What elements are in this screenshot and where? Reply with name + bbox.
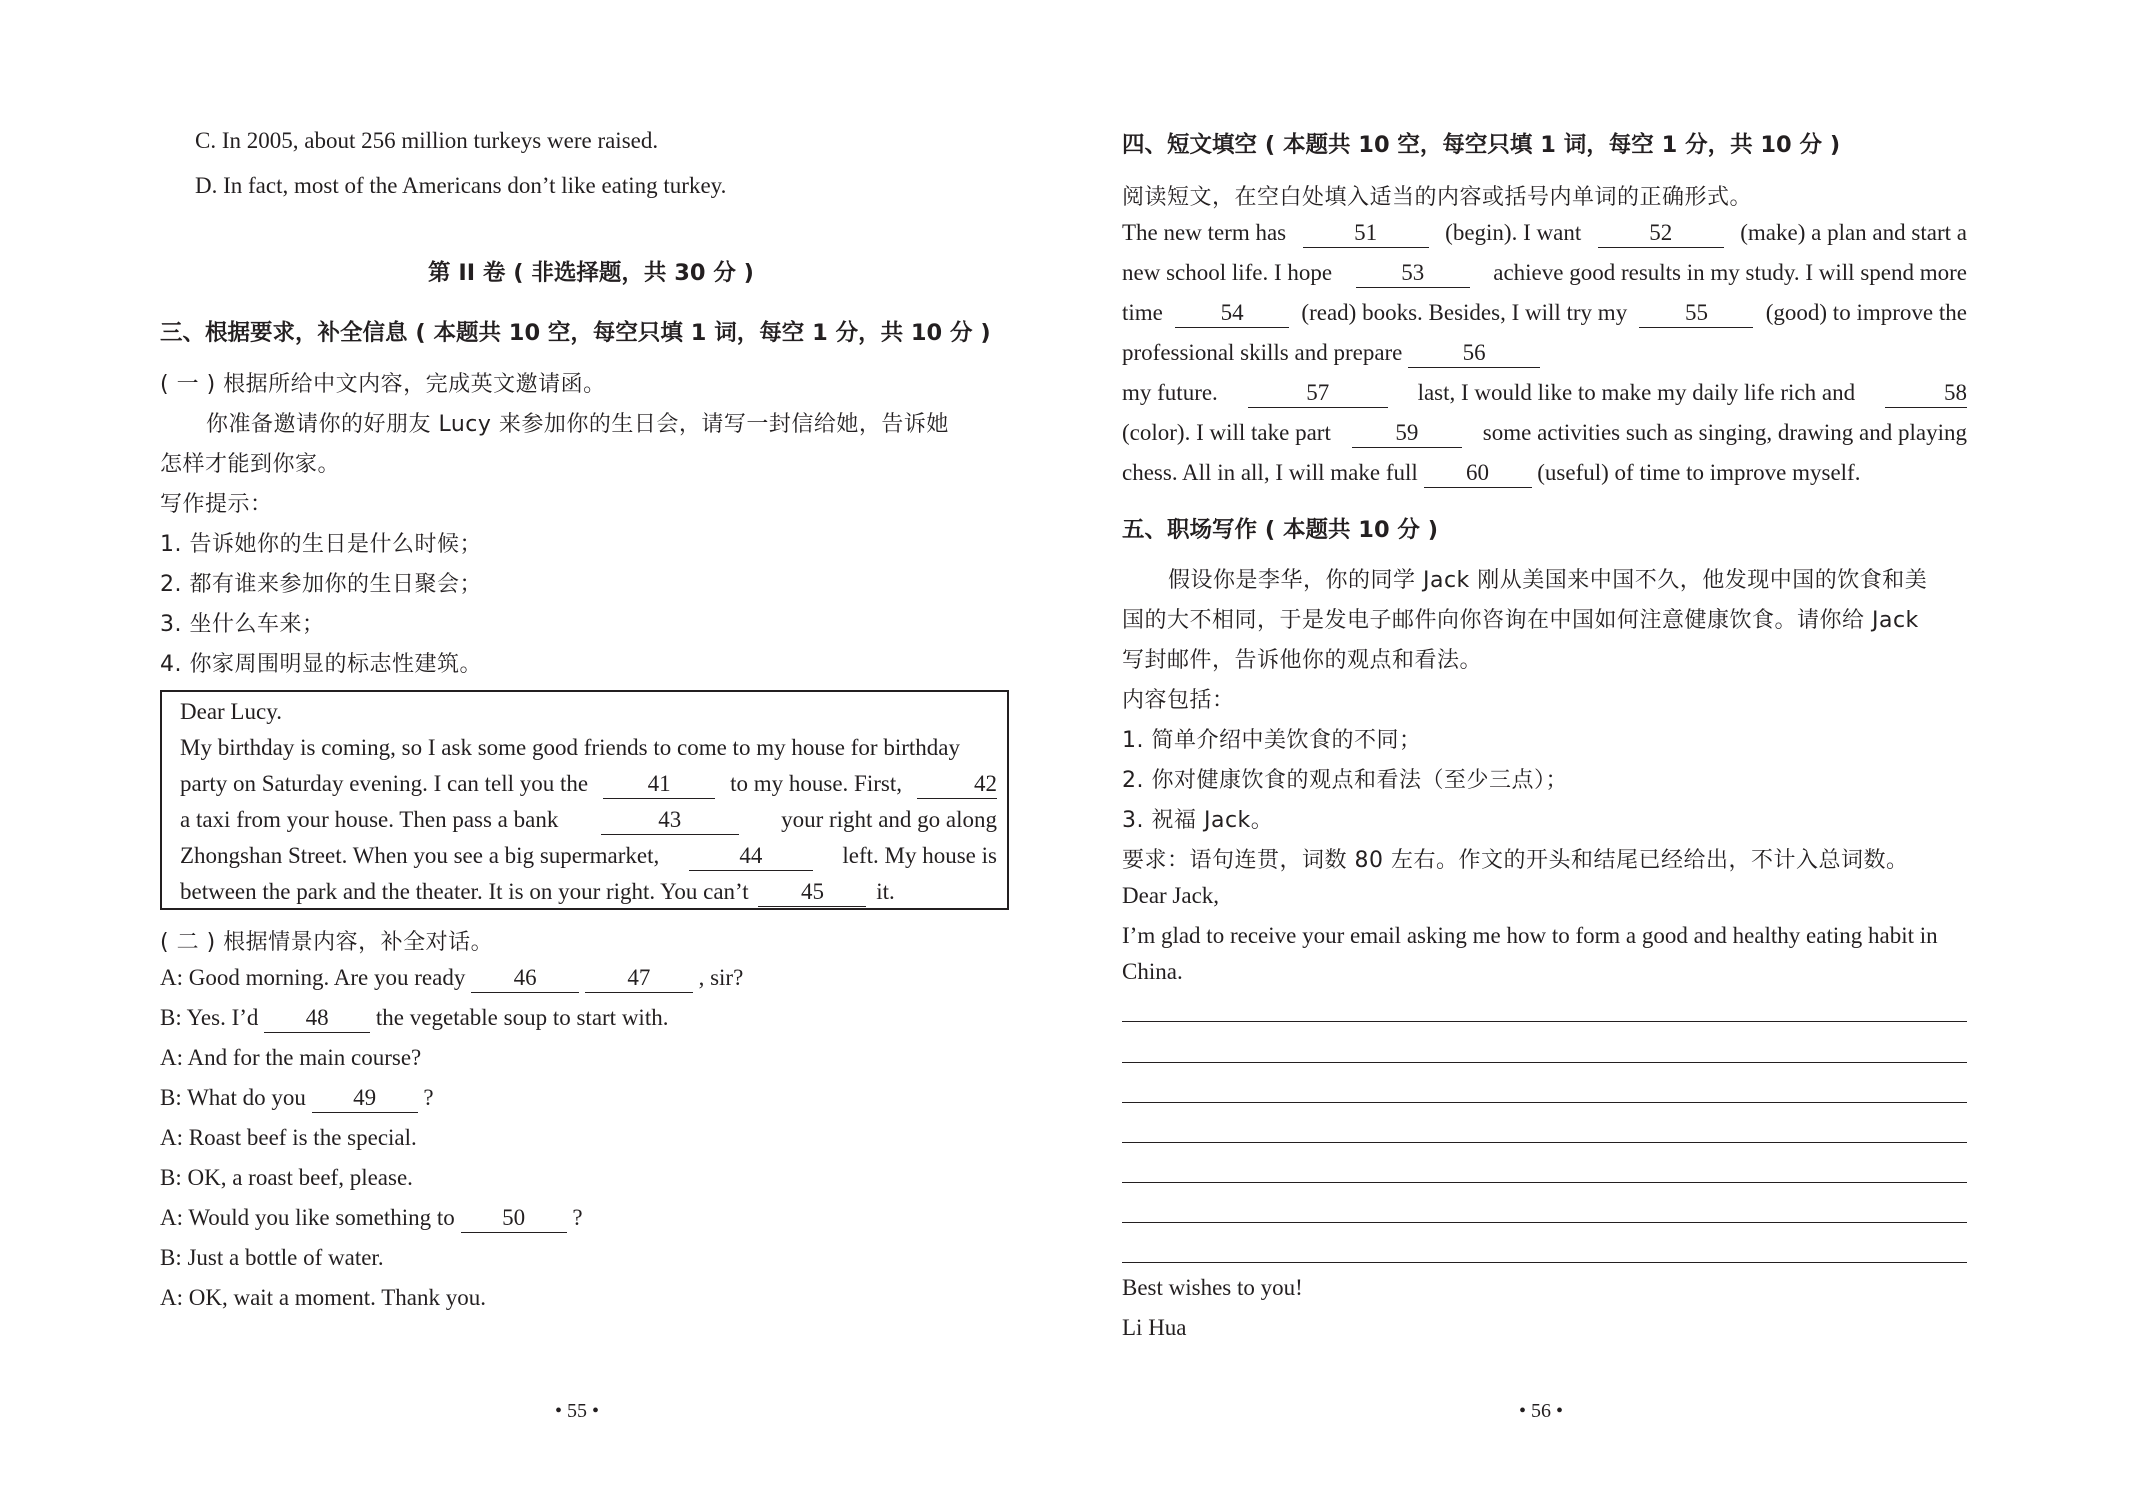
blank-52[interactable]: 52: [1598, 220, 1724, 248]
hint-title: 写作提示：: [160, 492, 273, 517]
passage-line: time 54 (read) books. Besides, I will try my 55 (good) to improve the: [1122, 300, 1967, 328]
dialogue-line: B: Just a bottle of water.: [160, 1245, 384, 1270]
email-salutation: Dear Jack,: [1122, 883, 1220, 908]
section5-desc-line2: 国的大不相同，于是发电子邮件向你咨询在中国如何注意健康饮食。请你给 Jack: [1122, 608, 1919, 633]
section3-heading: 三、根据要求，补全信息 ( 本题共 10 空，每空只填 1 词，每空 1 分，共 10 分 ): [160, 320, 991, 346]
sub1-title: ( 一 ) 根据所给中文内容，完成英文邀请函。: [160, 372, 606, 397]
email-opening-line: China.: [1122, 959, 1183, 984]
page-number: • 55 •: [555, 1400, 600, 1422]
hint-item: 4. 你家周围明显的标志性建筑。: [160, 652, 482, 677]
blank-60[interactable]: 60: [1424, 460, 1532, 488]
blank-44[interactable]: 44: [689, 843, 813, 871]
email-opening-line: I’m glad to receive your email asking me how to form a good and healthy eating habit in: [1122, 923, 1938, 948]
blank-55[interactable]: 55: [1639, 300, 1753, 328]
right-page: [1065, 0, 2131, 1508]
section4-heading: 四、短文填空 ( 本题共 10 空，每空只填 1 词，每空 1 分，共 10 分 ): [1122, 132, 1841, 158]
section5-desc-line3: 写封邮件，告诉他你的观点和看法。: [1122, 648, 1483, 673]
hint-item: 2. 都有谁来参加你的生日聚会；: [160, 572, 482, 597]
dialogue-line: B: Yes. I’d 48 the vegetable soup to start with.: [160, 1005, 668, 1033]
letter-line: a taxi from your house. Then pass a bank 43 your right and go along: [180, 807, 997, 835]
left-page: [0, 0, 1065, 1508]
blank-50[interactable]: 50: [461, 1205, 567, 1233]
hint-item: 3. 坐什么车来；: [160, 612, 325, 637]
letter-line: between the park and the theater. It is on your right. You can’t 45 it.: [180, 879, 895, 907]
dialogue-line: A: OK, wait a moment. Thank you.: [160, 1285, 486, 1310]
passage-line: chess. All in all, I will make full 60 (useful) of time to improve myself.: [1122, 460, 1860, 488]
content-item: 3. 祝福 Jack。: [1122, 808, 1274, 833]
dialogue-line: B: OK, a roast beef, please.: [160, 1165, 413, 1190]
blank-43[interactable]: 43: [601, 807, 739, 835]
passage-line: professional skills and prepare 56: [1122, 340, 1540, 368]
content-item: 2. 你对健康饮食的观点和看法（至少三点）；: [1122, 768, 1568, 793]
page-number: • 56 •: [1519, 1400, 1564, 1422]
blank-48[interactable]: 48: [264, 1005, 370, 1033]
blank-57[interactable]: 57: [1248, 380, 1388, 408]
sub1-desc-line2: 怎样才能到你家。: [160, 452, 341, 477]
dialogue-line: A: Roast beef is the special.: [160, 1125, 417, 1150]
dialogue-line: A: Would you like something to 50 ?: [160, 1205, 583, 1233]
requirement: 要求：语句连贯，词数 80 左右。作文的开头和结尾已经给出，不计入总词数。: [1122, 848, 1909, 873]
option-c: C. In 2005, about 256 million turkeys were raised.: [195, 128, 659, 153]
section5-heading: 五、职场写作 ( 本题共 10 分 ): [1122, 517, 1439, 543]
writing-line[interactable]: [1122, 1262, 1967, 1263]
writing-line[interactable]: [1122, 1182, 1967, 1183]
blank-46[interactable]: 46: [471, 965, 579, 993]
writing-line[interactable]: [1122, 1102, 1967, 1103]
email-closing: Best wishes to you!: [1122, 1275, 1303, 1300]
passage-line: my future. 57 last, I would like to make my daily life rich and 58: [1122, 380, 1967, 408]
part2-title: 第 II 卷 ( 非选择题，共 30 分 ): [428, 260, 754, 286]
section5-desc-line1: 假设你是李华，你的同学 Jack 刚从美国来中国不久，他发现中国的饮食和美: [1168, 568, 1928, 593]
passage-line: new school life. I hope 53 achieve good results in my study. I will spend more: [1122, 260, 1967, 288]
email-signature: Li Hua: [1122, 1315, 1187, 1340]
blank-59[interactable]: 59: [1352, 420, 1462, 448]
blank-49[interactable]: 49: [312, 1085, 418, 1113]
blank-58[interactable]: 58: [1885, 380, 1967, 408]
blank-56[interactable]: 56: [1408, 340, 1540, 368]
dialogue-line: A: Good morning. Are you ready 46 47 , sir?: [160, 965, 743, 993]
writing-line[interactable]: [1122, 1062, 1967, 1063]
blank-51[interactable]: 51: [1303, 220, 1429, 248]
dialogue-line: B: What do you 49 ?: [160, 1085, 434, 1113]
blank-42[interactable]: 42: [917, 771, 997, 799]
sub2-title: ( 二 ) 根据情景内容，补全对话。: [160, 930, 494, 955]
writing-line[interactable]: [1122, 1021, 1967, 1022]
blank-54[interactable]: 54: [1175, 300, 1289, 328]
letter-salutation: Dear Lucy.: [180, 699, 282, 724]
passage-line: (color). I will take part 59 some activities such as singing, drawing and playing: [1122, 420, 1967, 448]
hint-item: 1. 告诉她你的生日是什么时候；: [160, 532, 482, 557]
content-item: 1. 简单介绍中美饮食的不同；: [1122, 728, 1422, 753]
blank-47[interactable]: 47: [585, 965, 693, 993]
blank-45[interactable]: 45: [758, 879, 866, 907]
writing-line[interactable]: [1122, 1142, 1967, 1143]
writing-line[interactable]: [1122, 1222, 1967, 1223]
content-title: 内容包括：: [1122, 688, 1235, 713]
sub1-desc-line1: 你准备邀请你的好朋友 Lucy 来参加你的生日会，请写一封信给她，告诉她: [206, 412, 949, 437]
invitation-letter-box: [160, 690, 1009, 910]
letter-line: My birthday is coming, so I ask some good friends to come to my house for birthday: [180, 735, 960, 760]
option-d: D. In fact, most of the Americans don’t like eating turkey.: [195, 173, 727, 198]
blank-53[interactable]: 53: [1356, 260, 1470, 288]
blank-41[interactable]: 41: [603, 771, 715, 799]
letter-line: Zhongshan Street. When you see a big supermarket, 44 left. My house is: [180, 843, 997, 871]
section4-instruction: 阅读短文，在空白处填入适当的内容或括号内单词的正确形式。: [1122, 185, 1753, 210]
passage-line: The new term has 51 (begin). I want 52 (make) a plan and start a: [1122, 220, 1967, 248]
letter-line: party on Saturday evening. I can tell you the 41 to my house. First, 42: [180, 771, 997, 799]
dialogue-line: A: And for the main course?: [160, 1045, 422, 1070]
